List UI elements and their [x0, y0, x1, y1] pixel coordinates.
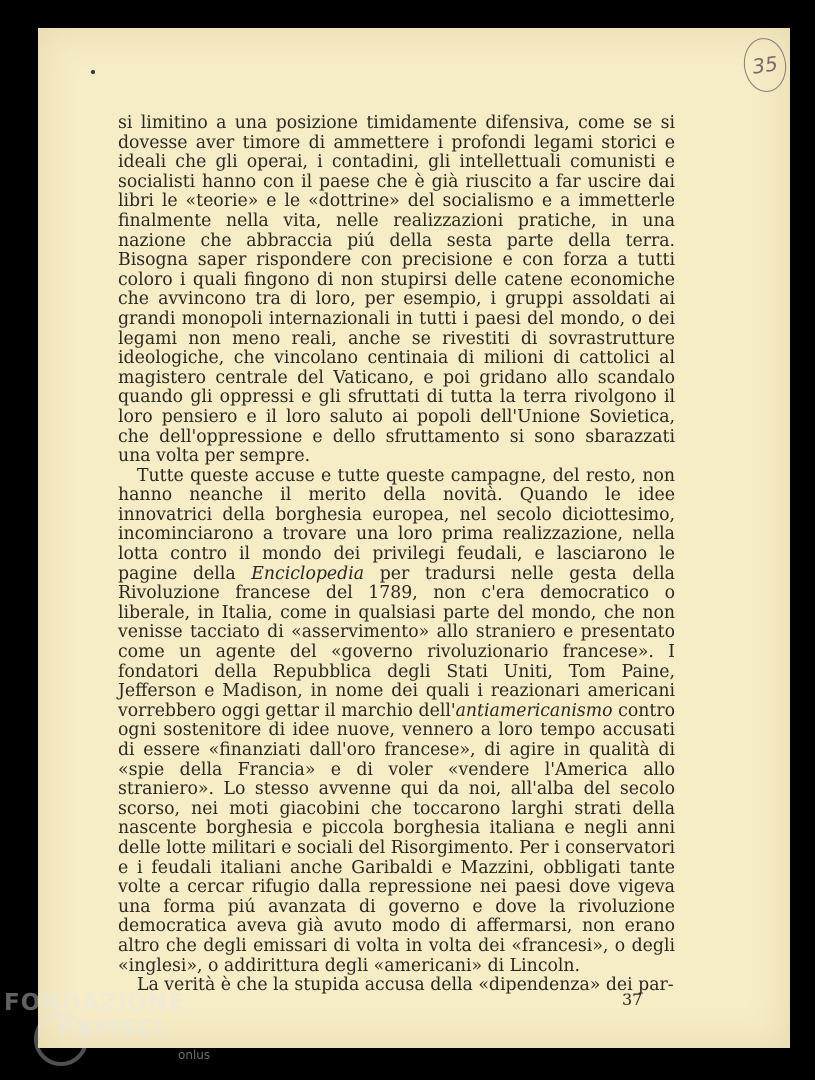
paragraph-2 [118, 467, 675, 976]
paragraph-2-part-a: Tutte queste accuse e tutte queste campagne, del resto, non hanno neanche il merito della novità. Quando le idee innovatrici della borghesia europea, nel secolo diciottesimo, incominciarono a trovare una loro prima realizzazione, nella lotta contro il mondo dei privilegi feudali, e lasciarono le pagine della [118, 465, 675, 584]
watermark-onlus: onlus [178, 1048, 211, 1062]
body-text [118, 114, 675, 996]
italic-antiamericanismo: antiamericanismo [455, 700, 613, 721]
paragraph-1: si limitino a una posizione timidamente difensiva, come se si dovesse aver timore di ammettere i profondi legami storici e ideali che gli operai, i contadini, gli intellettuali comunisti e socialisti hanno con il paese che è già riuscito a far uscire dai libri le «teorie» e le «dottrine» del socialismo e a immetterle finalmente nella vita, nelle realizzazioni pratiche, in una nazione che abbraccia piú della sesta parte della terra. Bisogna saper rispondere con precisione e con forza a tutti coloro i quali fingono di non stupirsi delle catene economiche che avvincono tra di loro, per esempio, i gruppi assoldati ai grandi monopoli internazionali in tutti i paesi del mondo, o dei legami non meno reali, anche se rivestiti di sovrastrutture ideologiche, che vincolano centinaia di milioni di cattolici al magistero centrale del Vaticano, e poi gridano allo scandalo quando gli oppressi e gli sfruttati di tutta la terra rivolgono il loro pensiero e il loro saluto ai popoli dell'Unione Sovietica, che dell'oppressione e dello sfruttamento si sono sbarazzati una volta per sempre. [118, 113, 675, 467]
watermark-line-1: FONDAZIONE [4, 990, 186, 1016]
paragraph-2-part-c: contro ogni sostenitore di idee nuove, vennero a loro tempo accusati di essere «finanziati dall'oro francese», di agire in qualità di «spie della Francia» e di voler «vendere l'America allo straniero». Lo stesso avvenne qui da noi, all'alba del secolo scorso, nei moti giacobini che toccarono larghi strati della nascente borghesia e piccola borghesia italiana e negli anni delle lotte militari e sociali del Risorgimento. Per i conservatori e i feudali italiani anche Garibaldi e Mazzini, obbligati tante volte a cercar rifugio dalla repressione nei paesi dove vigeva una forma piú avanzata di governo e dove la rivoluzione democratica aveva già avuto modo di affermarsi, non erano altro che degli emissari di volta in volta dei «francesi», o degli «inglesi», o addirittura degli «americani» di Lincoln. [118, 700, 675, 976]
paragraph-3: La verità è che la stupida accusa della «dipendenza» dei par- [137, 975, 674, 996]
italic-enciclopedia: Enciclopedia [251, 563, 365, 584]
pencil-page-mark: 35 [740, 35, 789, 94]
watermark-line-2: RAMSCI [58, 1016, 165, 1042]
document-page [38, 28, 790, 1048]
paragraph-2-part-b: per tradursi nelle gesta della Rivoluzione francese del 1789, non c'era democratico o liberale, in Italia, come in qualsiasi parte del mondo, che non venisse tacciato di «asservimento» allo straniero e presentato come un agente del «governo rivoluzionario francese». I fondatori della Repubblica degli Stati Uniti, Tom Paine, Jefferson e Madison, in nome dei quali i reazionari americani vorrebbero oggi gettar il marchio dell' [118, 563, 675, 721]
ink-dot [91, 70, 95, 74]
watermark-logo [0, 990, 220, 1080]
page-number: 37 [622, 990, 643, 1009]
